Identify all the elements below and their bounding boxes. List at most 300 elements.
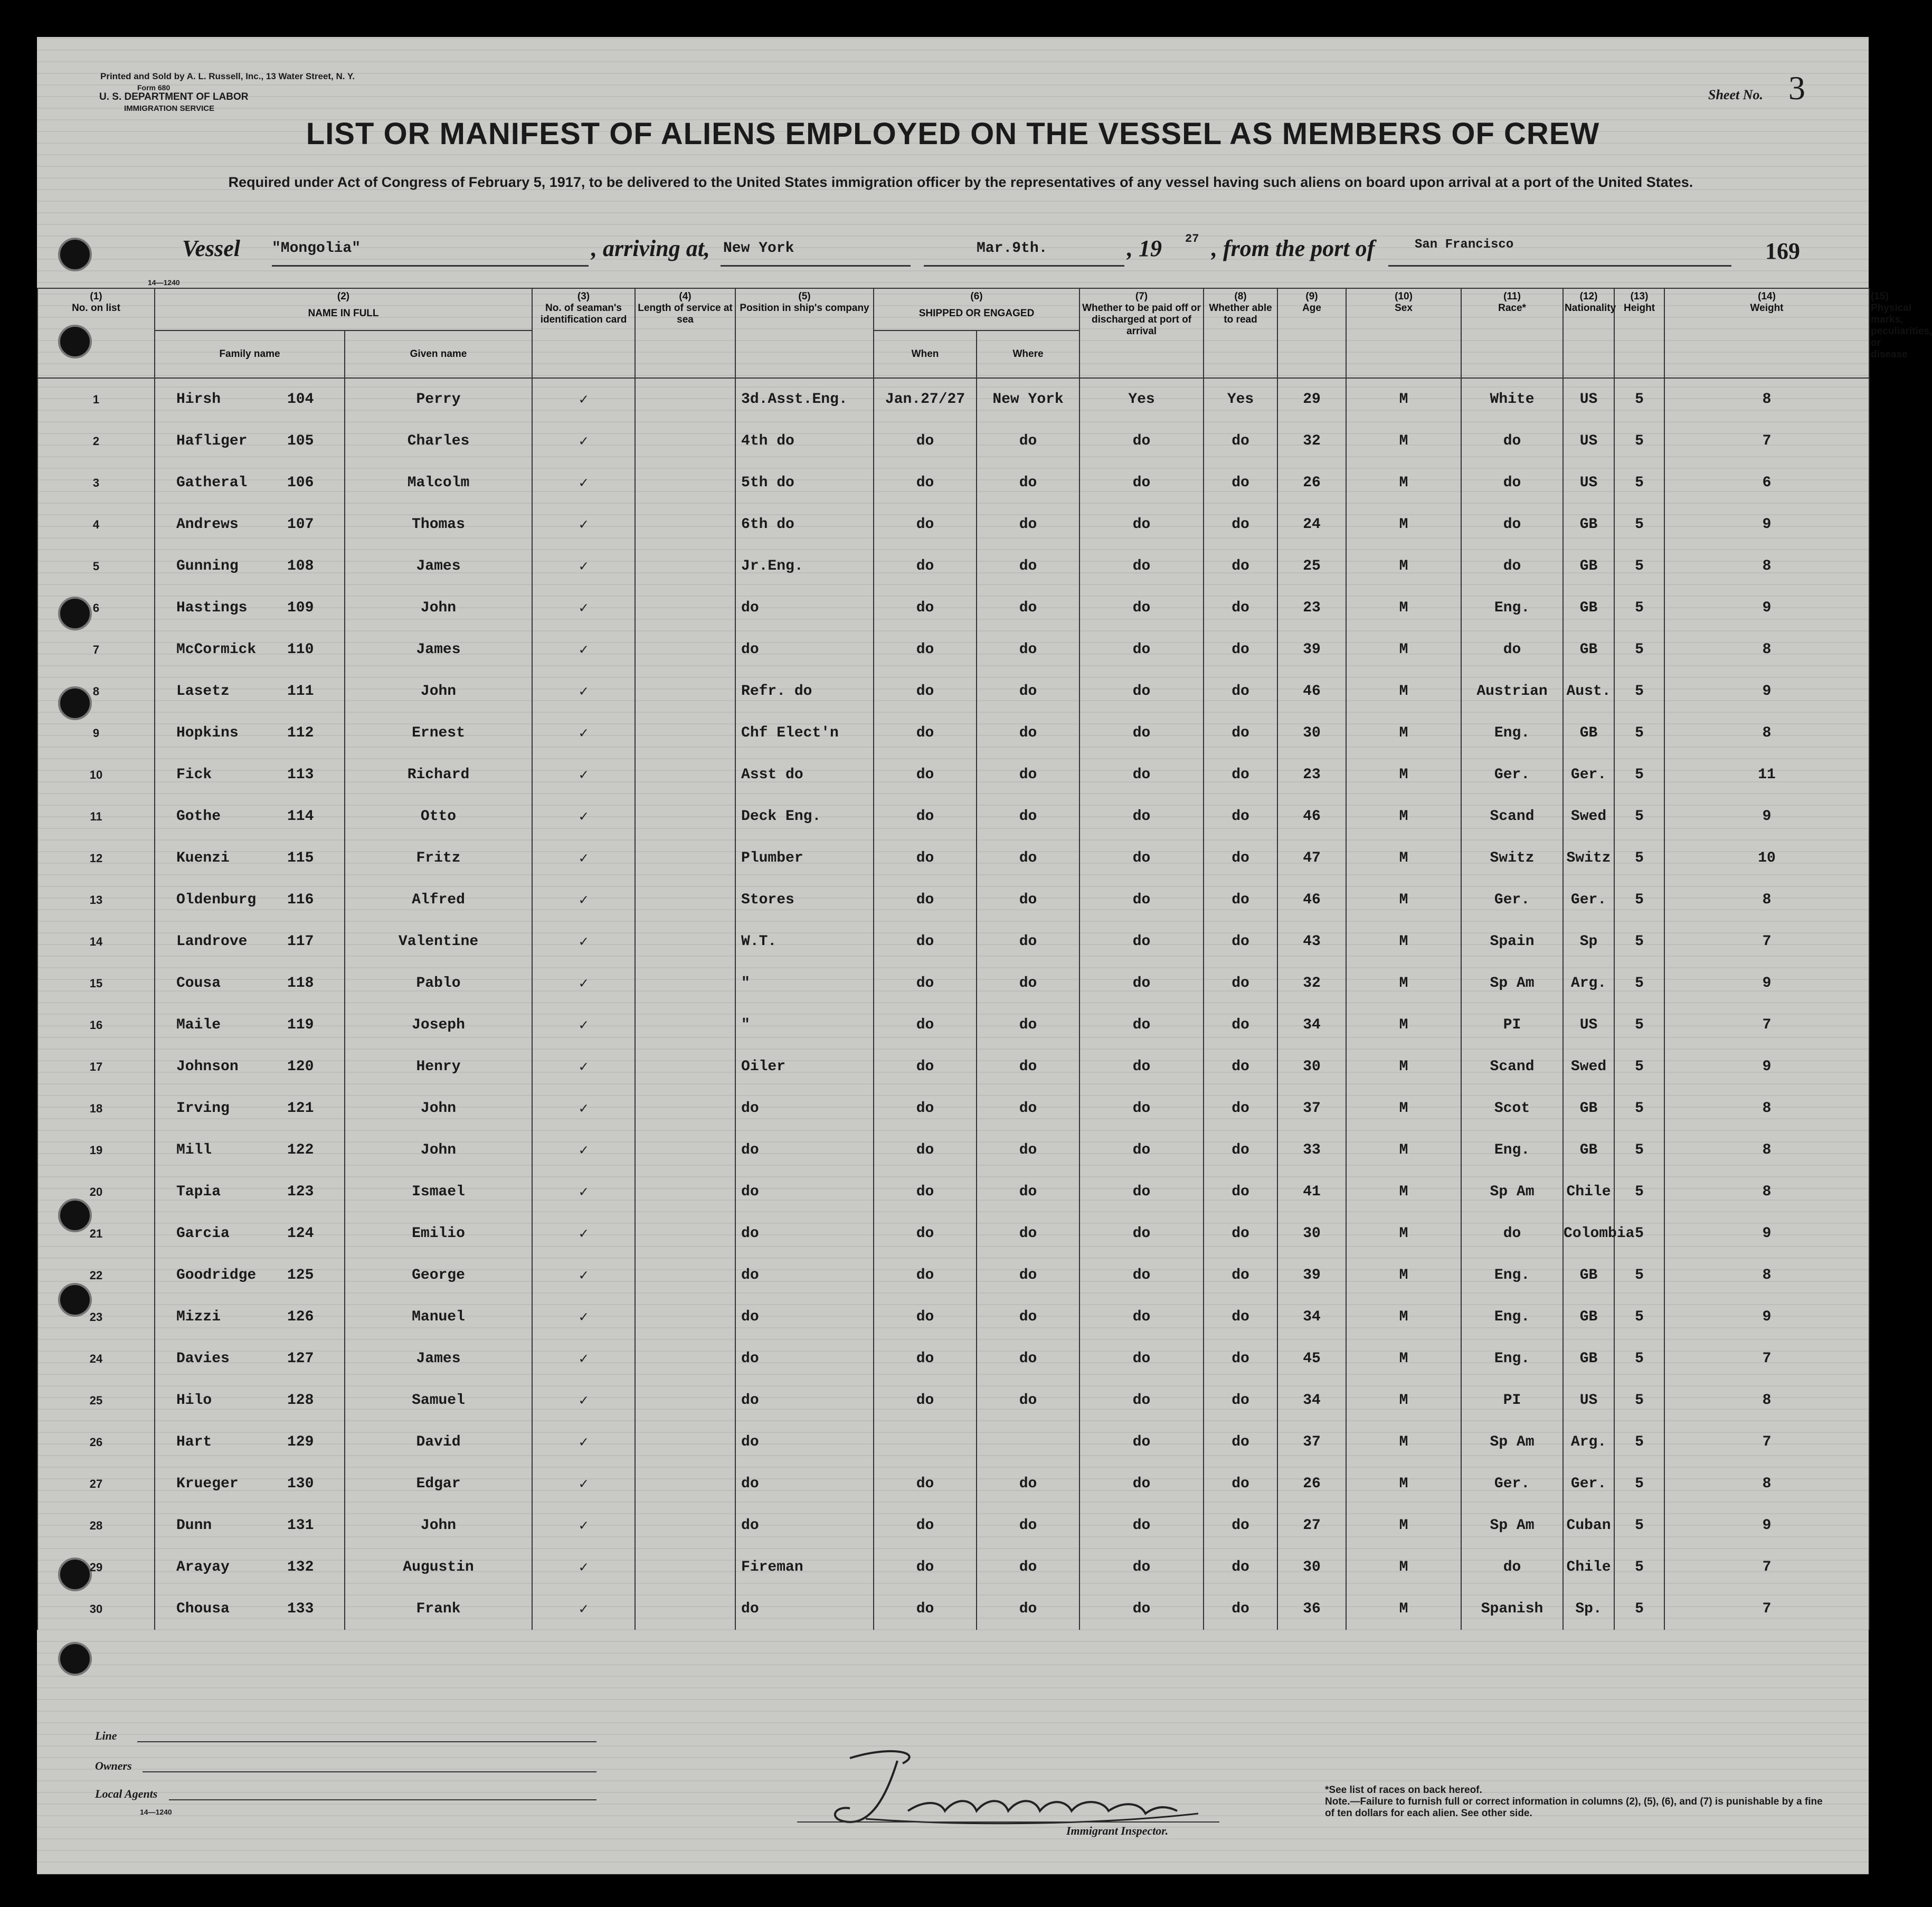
age: 39 [1277,1254,1346,1296]
able-to-read: do [1204,1129,1277,1171]
family-name [155,1505,345,1546]
service-length [635,1421,735,1463]
family-name-text: Andrews [176,516,239,533]
col-where-header: Where [977,331,1079,378]
given-name: Charles [345,420,532,462]
weight: 8 [1664,1380,1869,1421]
list-number: 129 [287,1434,314,1450]
position: 6th do [735,504,874,545]
height: 5 [1614,587,1664,629]
weight: 9 [1664,1213,1869,1254]
col-race-header: (11) Race* [1461,288,1563,378]
checkmark-icon: ✓ [579,1602,588,1618]
checkmark-icon: ✓ [579,643,588,659]
nationality: Sp. [1563,1588,1614,1630]
position: do [735,587,874,629]
nationality: GB [1563,712,1614,754]
service-length [635,1129,735,1171]
family-name [155,1004,345,1046]
list-number: 107 [287,516,314,533]
nationality: Cuban [1563,1505,1614,1546]
underline [1388,265,1731,267]
row-number: 27 [37,1463,155,1505]
manifest-sheet [37,37,1932,1874]
shipped-where: do [977,754,1079,796]
nationality: GB [1563,504,1614,545]
given-name: Ismael [345,1171,532,1213]
given-name: Ernest [345,712,532,754]
table-row [37,1171,1869,1213]
age: 46 [1277,796,1346,837]
given-name: George [345,1254,532,1296]
row-number: 20 [37,1171,155,1213]
given-name: James [345,545,532,587]
age: 34 [1277,1004,1346,1046]
race: Ger. [1461,879,1563,921]
family-name [155,754,345,796]
family-name-text: Gatheral [176,475,248,491]
paid-off: do [1079,587,1204,629]
shipped-when: do [874,1171,977,1213]
height: 5 [1614,462,1664,504]
sex: M [1346,1171,1461,1213]
page-subtitle: Required under Act of Congress of February 5, 1917, to be delivered to the United States immigration officer by the representatives of any vessel having such aliens on board upon arrival at a port of the United States. [228,174,1693,190]
row-number: 18 [37,1088,155,1129]
paid-off: do [1079,879,1204,921]
able-to-read: do [1204,712,1277,754]
row-number: 2 [37,420,155,462]
nationality: Ger. [1563,754,1614,796]
shipped-when: do [874,1505,977,1546]
given-name: Malcolm [345,462,532,504]
shipped-where: do [977,1004,1079,1046]
underline [924,265,1124,267]
sex: M [1346,378,1461,420]
sex: M [1346,1546,1461,1588]
checkmark-icon: ✓ [579,768,588,784]
row-number: 9 [37,712,155,754]
given-name: John [345,1088,532,1129]
given-name: Emilio [345,1213,532,1254]
id-card-check [532,378,635,420]
able-to-read: do [1204,1338,1277,1380]
table-row [37,378,1869,420]
table-row [37,1463,1869,1505]
weight: 9 [1664,1046,1869,1088]
nationality: US [1563,1004,1614,1046]
service-length [635,837,735,879]
height: 5 [1614,712,1664,754]
weight: 9 [1664,1296,1869,1338]
family-name-text: Kuenzi [176,850,230,866]
checkmark-icon: ✓ [579,1101,588,1118]
family-name-text: Goodridge [176,1267,257,1283]
sex: M [1346,1588,1461,1630]
age: 33 [1277,1129,1346,1171]
service-length [635,1338,735,1380]
row-number: 13 [37,879,155,921]
id-card-check [532,420,635,462]
position: do [735,1254,874,1296]
race: do [1461,462,1563,504]
sex: M [1346,629,1461,671]
paid-off: do [1079,796,1204,837]
col-height-header: (13) Height [1614,288,1664,378]
row-number: 25 [37,1380,155,1421]
age: 27 [1277,1505,1346,1546]
given-name: Frank [345,1588,532,1630]
paid-off: do [1079,629,1204,671]
able-to-read: do [1204,921,1277,962]
sex: M [1346,921,1461,962]
height: 5 [1614,1588,1664,1630]
id-card-check [532,1421,635,1463]
able-to-read: do [1204,837,1277,879]
table-row [37,1546,1869,1588]
nationality: GB [1563,1254,1614,1296]
family-name [155,837,345,879]
page-title: LIST OR MANIFEST OF ALIENS EMPLOYED ON THE VESSEL AS MEMBERS OF CREW [306,117,1600,151]
owners-label: Owners [95,1759,132,1772]
race: Scand [1461,796,1563,837]
race: Switz [1461,837,1563,879]
sheet-number: 3 [1788,69,1805,107]
position: Oiler [735,1046,874,1088]
table-row [37,754,1869,796]
family-name-text: Oldenburg [176,892,257,908]
family-name-text: Hastings [176,600,248,616]
height: 5 [1614,879,1664,921]
table-row [37,504,1869,545]
service-length [635,1463,735,1505]
position: Jr.Eng. [735,545,874,587]
position: do [735,1463,874,1505]
sex: M [1346,1213,1461,1254]
shipped-when: do [874,587,977,629]
table-row [37,1505,1869,1546]
list-number: 116 [287,892,314,908]
checkmark-icon: ✓ [579,1393,588,1410]
service-length [635,1380,735,1421]
shipped-where: do [977,1338,1079,1380]
family-name [155,1338,345,1380]
given-name: Richard [345,754,532,796]
age: 36 [1277,1588,1346,1630]
table-row [37,671,1869,712]
given-name: Alfred [345,879,532,921]
nationality: GB [1563,545,1614,587]
col-weight-header: (14) Weight [1664,288,1869,378]
table-row [37,1088,1869,1129]
able-to-read: do [1204,1546,1277,1588]
given-name: Joseph [345,1004,532,1046]
family-name [155,1046,345,1088]
height: 5 [1614,1088,1664,1129]
family-name [155,1213,345,1254]
service-length [635,921,735,962]
id-card-check [532,1213,635,1254]
family-name-text: Mizzi [176,1309,221,1325]
service-length [635,712,735,754]
shipped-where: do [977,1296,1079,1338]
nationality: US [1563,420,1614,462]
sex: M [1346,1380,1461,1421]
height: 5 [1614,921,1664,962]
checkmark-icon: ✓ [579,1352,588,1368]
weight: 9 [1664,962,1869,1004]
paid-off: do [1079,1463,1204,1505]
id-card-check [532,1588,635,1630]
height: 5 [1614,754,1664,796]
shipped-when: do [874,1338,977,1380]
race: Scand [1461,1046,1563,1088]
shipped-where: do [977,629,1079,671]
table-row [37,1588,1869,1630]
weight: 7 [1664,1338,1869,1380]
table-row [37,1421,1869,1463]
shipped-where: do [977,1088,1079,1129]
shipped-where: do [977,879,1079,921]
paid-off: do [1079,1296,1204,1338]
weight: 7 [1664,1004,1869,1046]
race: White [1461,378,1563,420]
shipped-when: do [874,837,977,879]
given-name: Otto [345,796,532,837]
able-to-read: do [1204,504,1277,545]
height: 5 [1614,1004,1664,1046]
list-number: 132 [287,1559,314,1575]
list-number: 109 [287,600,314,616]
age: 30 [1277,1046,1346,1088]
table-row [37,921,1869,962]
family-name-text: Fick [176,767,212,783]
nationality: Arg. [1563,962,1614,1004]
list-number: 112 [287,725,314,741]
underline [721,265,911,267]
from-port: San Francisco [1415,238,1514,252]
able-to-read: do [1204,1296,1277,1338]
sheet-label: Sheet No. [1708,87,1763,102]
id-card-check [532,962,635,1004]
race: Scot [1461,1088,1563,1129]
sex: M [1346,1296,1461,1338]
able-to-read: do [1204,796,1277,837]
sex: M [1346,462,1461,504]
row-number: 6 [37,587,155,629]
service-length [635,1213,735,1254]
row-number: 23 [37,1296,155,1338]
list-number: 123 [287,1184,314,1200]
sex: M [1346,1421,1461,1463]
weight: 8 [1664,879,1869,921]
row-number: 22 [37,1254,155,1296]
sex: M [1346,837,1461,879]
nationality: Arg. [1563,1421,1614,1463]
service-length [635,1088,735,1129]
checkmark-icon: ✓ [579,1185,588,1201]
paid-off: do [1079,504,1204,545]
weight: 7 [1664,1588,1869,1630]
position: Chf Elect'n [735,712,874,754]
paid-off: do [1079,1338,1204,1380]
race: Eng. [1461,587,1563,629]
position: do [735,1129,874,1171]
shipped-when: do [874,671,977,712]
age: 39 [1277,629,1346,671]
age: 30 [1277,712,1346,754]
table-row [37,587,1869,629]
underline [169,1799,596,1800]
table-row [37,1254,1869,1296]
row-number: 3 [37,462,155,504]
list-number: 118 [287,975,314,992]
nationality: Chile [1563,1546,1614,1588]
family-name [155,378,345,420]
weight: 7 [1664,1421,1869,1463]
id-card-check [532,1171,635,1213]
age: 43 [1277,921,1346,962]
height: 5 [1614,629,1664,671]
service-length [635,962,735,1004]
nationality: Chile [1563,1171,1614,1213]
id-card-check [532,462,635,504]
table-row [37,1046,1869,1088]
family-name-text: Hafliger [176,433,248,449]
row-number: 21 [37,1213,155,1254]
crew-table: (1) No. on list (2) NAME IN FULL (3) No. of seaman's identification card (4) Length of service at sea (5) Position in ship's company (6) SHIPPED OR ENGAGED (7) Whether to be paid off or discharged at port of arrival (8) Whether able to read (9) Age (10) Sex (11) Race* (12) Nationality (13) Height (14) Weight (15) Physical marks, peculiarities, or disease Family name Given name When Where 1 Hirsh 104 Perry ✓ 3d.Asst.Eng. Jan.27/27 New York Yes Yes 29 M White US 5 8 2 Hafliger 105 Charles ✓ 4th do do do do do 32 M do US 5 7 3 Gatheral 106 Malcolm ✓ 5th do do do do do 26 M do US 5 6 4 Andrews 107 Thomas ✓ 6th do do do do do 24 M do GB 5 9 5 Gunning 108 James ✓ Jr.Eng. do do do do 25 M do GB 5 8 6 Hastings 109 John ✓ do do do do do 23 M Eng. GB 5 9 7 McCormick 110 James ✓ do do do do do 39 M do GB 5 8 8 Lasetz 111 John ✓ Refr. do do do do do 46 M Austrian Aust. 5 9 9 Hopkins 112 Ernest ✓ Chf Elect'n do do do do 30 M Eng. GB 5 8 10 Fick 113 Richard ✓ Asst do do do do do 23 M Ger. Ger. 5 11 11 Gothe 114 Otto ✓ Deck Eng. do do do do 46 M Scand Swed 5 9 12 Kuenzi 115 Fritz ✓ Plumber do do do do 47 M Switz Switz 5 10 13 Oldenburg 116 Alfred ✓ Stores do do do do 46 M Ger. Ger. 5 8 14 Landrove 117 Valentine ✓ W.T. do do do do 43 M Spain Sp 5 7 15 Cousa 118 Pablo ✓ " do do do do 32 M Sp Am Arg. 5 9 16 Maile 119 Joseph ✓ " do do do do 34 M PI US 5 7 17 Johnson 120 Henry ✓ Oiler do do do do 30 M Scand Swed 5 9 18 Irving 121 John ✓ do do do do do 37 M Scot GB 5 8 19 Mill 122 John ✓ do do do do do 33 M Eng. GB 5 8 20 Tapia 123 Ismael ✓ do do do do do 41 M Sp Am Chile 5 8 21 Garcia 124 Emilio ✓ do do do do do 30 M do Colombia 5 9 22 Goodridge 125 George ✓ do do do do do 39 M Eng. GB 5 8 23 Mizzi 126 Manuel ✓ do do do do do 34 M Eng. GB 5 9 24 Davies 127 James ✓ do do do do do 45 M Eng. GB 5 7 25 Hilo 128 Samuel ✓ do do do do do 34 M PI US 5 8 26 Hart 129 David ✓ do do do 37 M Sp Am Arg. 5 7 27 Krueger 130 Edgar ✓ do do do do do 26 M Ger. Ger. 5 8 28 Dunn 131 John ✓ do do do do do 27 M Sp Am Cuban 5 9 29 Arayay 132 Augustin ✓ Fireman do do do do 30 M do Chile 5 7 30 Chousa 133 Frank ✓ do do do do do 36 M Spanish Sp. 5 7 [37,288,1870,1630]
family-name-text: Landrove [176,933,248,950]
list-number: 105 [287,433,314,449]
service-length [635,420,735,462]
family-name [155,1254,345,1296]
id-card-check [532,837,635,879]
form-number: Form 680 [137,83,171,92]
paid-off: do [1079,671,1204,712]
family-name-text: Tapia [176,1184,221,1200]
family-name-text: Krueger [176,1476,239,1492]
sex: M [1346,671,1461,712]
height: 5 [1614,1296,1664,1338]
table-row [37,462,1869,504]
checkmark-icon: ✓ [579,1310,588,1326]
shipped-where: do [977,545,1079,587]
row-number: 15 [37,962,155,1004]
row-number: 29 [37,1546,155,1588]
sex: M [1346,1463,1461,1505]
age: 29 [1277,378,1346,420]
table-row [37,1213,1869,1254]
id-card-check [532,1004,635,1046]
height: 5 [1614,796,1664,837]
family-name-text: Lasetz [176,683,230,700]
checkmark-icon: ✓ [579,1226,588,1243]
sex: M [1346,796,1461,837]
race: Sp Am [1461,1505,1563,1546]
paid-off: do [1079,1004,1204,1046]
list-number: 126 [287,1309,314,1325]
family-name [155,504,345,545]
given-name: James [345,1338,532,1380]
position: 3d.Asst.Eng. [735,378,874,420]
weight: 9 [1664,587,1869,629]
family-name [155,796,345,837]
age: 46 [1277,671,1346,712]
height: 5 [1614,1129,1664,1171]
race: do [1461,629,1563,671]
weight: 7 [1664,921,1869,962]
age: 30 [1277,1546,1346,1588]
family-name-text: Gunning [176,558,239,574]
shipped-where: do [977,1213,1079,1254]
height: 5 [1614,1254,1664,1296]
list-number: 117 [287,933,314,950]
row-number: 4 [37,504,155,545]
crew-rows [37,378,1869,1630]
family-name-text: Davies [176,1351,230,1367]
given-name: John [345,587,532,629]
service-length [635,1588,735,1630]
id-card-check [532,1088,635,1129]
shipped-where: do [977,1463,1079,1505]
list-number: 130 [287,1476,314,1492]
family-name [155,1380,345,1421]
family-name-text: Johnson [176,1059,239,1075]
col-position-header: (5) Position in ship's company [735,288,874,378]
checkmark-icon: ✓ [579,476,588,492]
weight: 11 [1664,754,1869,796]
footnote-penalty: Note.—Failure to furnish full or correct information in columns (2), (5), (6), and (7) is punishable by a fine of ten dollars for each alien. See other side. [1325,1796,1823,1819]
age: 46 [1277,879,1346,921]
weight: 8 [1664,1129,1869,1171]
id-card-check [532,1254,635,1296]
paid-off: do [1079,1505,1204,1546]
height: 5 [1614,1171,1664,1213]
form-code: 14—1240 [148,278,180,287]
height: 5 [1614,1546,1664,1588]
family-name-text: Arayay [176,1559,230,1575]
sex: M [1346,962,1461,1004]
row-number: 1 [37,378,155,420]
given-name: David [345,1421,532,1463]
year-suffix: 27 [1185,232,1199,246]
shipped-where: do [977,1046,1079,1088]
race: Spanish [1461,1588,1563,1630]
id-card-check [532,921,635,962]
height: 5 [1614,504,1664,545]
sex: M [1346,587,1461,629]
able-to-read: do [1204,1421,1277,1463]
position: do [735,1588,874,1630]
checkmark-icon: ✓ [579,1518,588,1535]
service-length [635,1546,735,1588]
arriving-port: New York [723,240,794,257]
shipped-where: do [977,1505,1079,1546]
shipped-when [874,1421,977,1463]
paid-off: do [1079,1546,1204,1588]
line-label: Line [95,1729,117,1742]
sex: M [1346,545,1461,587]
sex: M [1346,1004,1461,1046]
nationality: GB [1563,1088,1614,1129]
family-name [155,545,345,587]
race: Eng. [1461,1338,1563,1380]
underline [272,265,589,267]
row-number: 16 [37,1004,155,1046]
checkmark-icon: ✓ [579,1143,588,1159]
id-card-check [532,1296,635,1338]
row-number: 26 [37,1421,155,1463]
height: 5 [1614,545,1664,587]
